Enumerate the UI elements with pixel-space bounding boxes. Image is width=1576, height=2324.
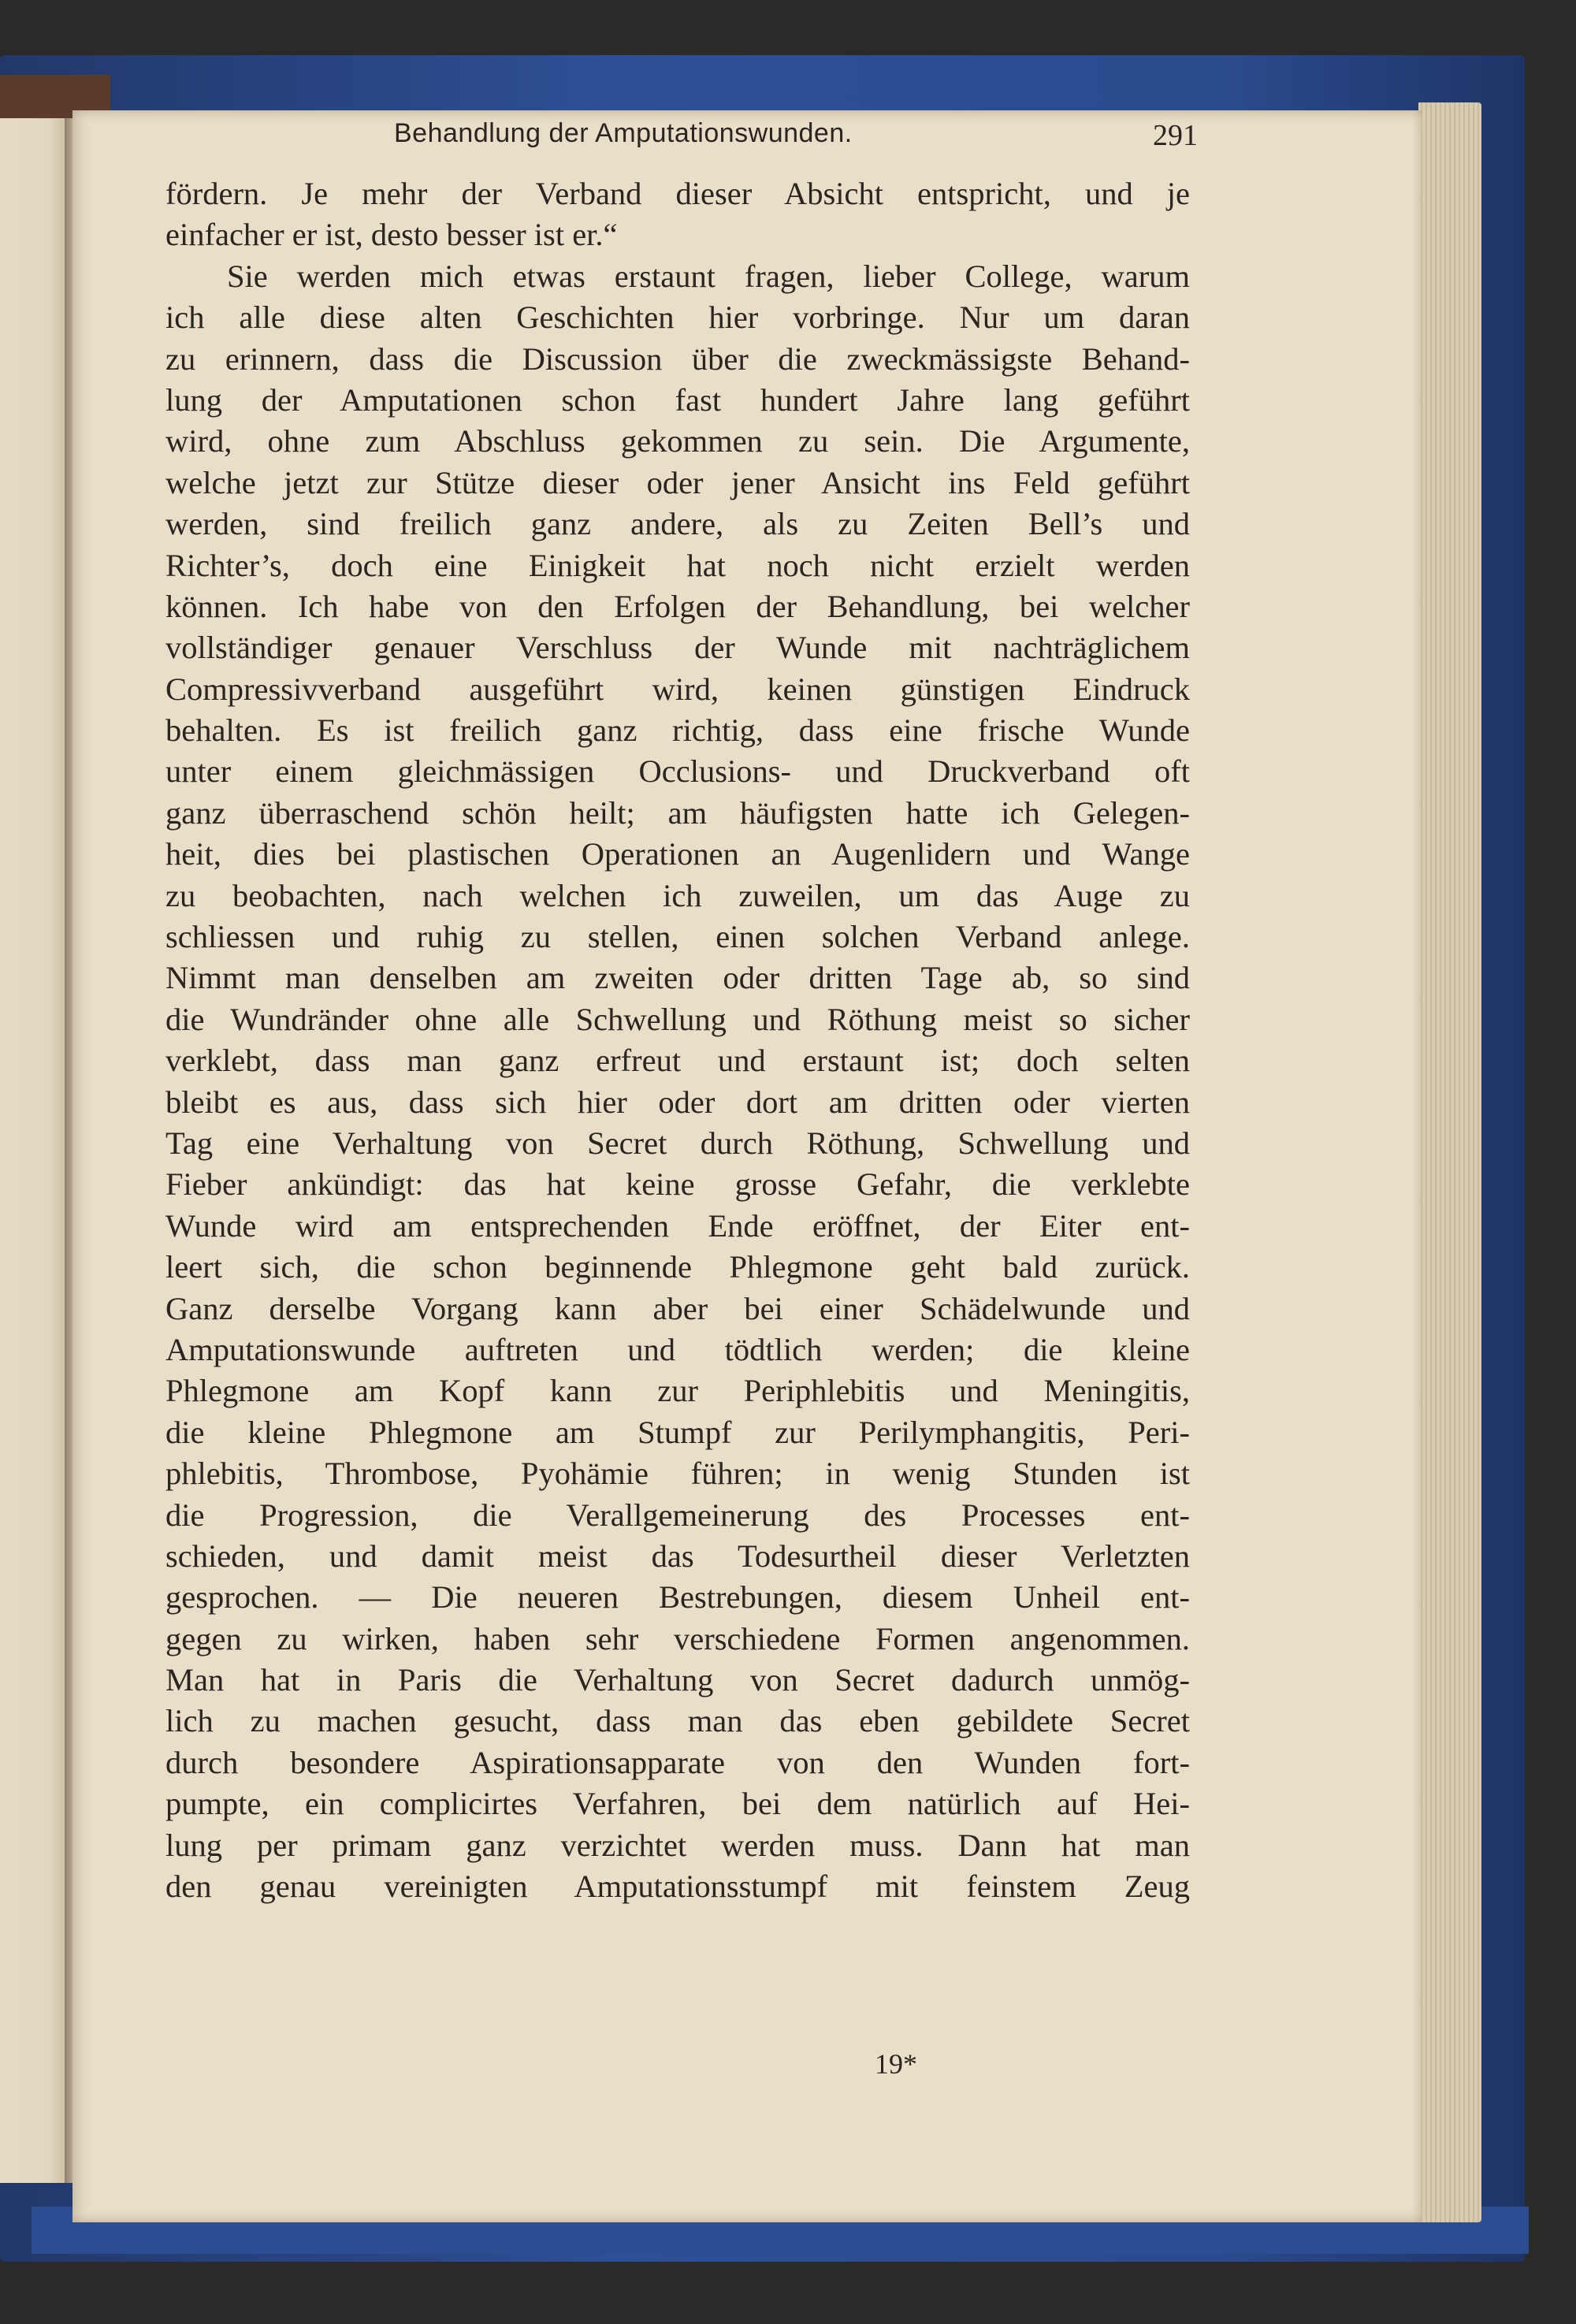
- text-line: zu erinnern, dass die Discussion über die zweckmässigste Behand-: [165, 340, 1190, 377]
- text-line: lung der Amputationen schon fast hundert Jahre lang geführt: [165, 381, 1190, 418]
- text-line: gegen zu wirken, haben sehr verschiedene Formen angenommen.: [165, 1620, 1190, 1657]
- text-line: Tag eine Verhaltung von Secret durch Röthung, Schwellung und: [165, 1125, 1190, 1161]
- text-line: ganz überraschend schön heilt; am häufigsten hatte ich Gelegen-: [165, 794, 1190, 831]
- text-line: einfacher er ist, desto besser ist er.“: [165, 217, 618, 253]
- text-line: die kleine Phlegmone am Stumpf zur Perilymphangitis, Peri-: [165, 1414, 1190, 1450]
- text-line: leert sich, die schon beginnende Phlegmone geht bald zurück.: [165, 1249, 1190, 1285]
- text-line: verklebt, dass man ganz erfreut und erstaunt ist; doch selten: [165, 1043, 1190, 1079]
- text-line: wird, ohne zum Abschluss gekommen zu sein. Die Argumente,: [165, 423, 1190, 459]
- text-line: Wunde wird am entsprechenden Ende eröffnet, der Eiter ent-: [165, 1207, 1190, 1244]
- page-edges: [1418, 102, 1481, 2222]
- running-title: Behandlung der Amputationswunden.: [394, 118, 853, 148]
- signature-mark: 19*: [875, 2048, 917, 2080]
- text-line: Ganz derselbe Vorgang kann aber bei einer Schädelwunde und: [165, 1290, 1190, 1326]
- text-line: Phlegmone am Kopf kann zur Periphlebitis und Meningitis,: [165, 1373, 1190, 1409]
- text-line: ich alle diese alten Geschichten hier vorbringe. Nur um daran: [165, 299, 1190, 336]
- text-line: werden, sind freilich ganz andere, als zu Zeiten Bell’s und: [165, 506, 1190, 542]
- text-line: zu beobachten, nach welchen ich zuweilen, um das Auge zu: [165, 877, 1190, 913]
- left-facing-page: [0, 118, 69, 2183]
- text-line: den genau vereinigten Amputationsstumpf mit feinstem Zeug: [165, 1868, 1190, 1905]
- text-line: bleibt es aus, dass sich hier oder dort am dritten oder vierten: [165, 1084, 1190, 1120]
- text-line: heit, dies bei plastischen Operationen an Augenlidern und Wange: [165, 836, 1190, 872]
- text-line: lich zu machen gesucht, dass man das eben gebildete Secret: [165, 1703, 1190, 1739]
- text-line: schliessen und ruhig zu stellen, einen solchen Verband anlege.: [165, 919, 1190, 955]
- text-line: Sie werden mich etwas erstaunt fragen, lieber College, warum: [227, 258, 1190, 294]
- text-line: schieden, und damit meist das Todesurtheil dieser Verletzten: [165, 1538, 1190, 1574]
- text-line: vollständiger genauer Verschluss der Wunde mit nachträglichem: [165, 630, 1190, 666]
- text-line: phlebitis, Thrombose, Pyohämie führen; in wenig Stunden ist: [165, 1456, 1190, 1492]
- page-number: 291: [1153, 119, 1198, 152]
- text-line: Nimmt man denselben am zweiten oder dritten Tage ab, so sind: [165, 960, 1190, 996]
- text-line: durch besondere Aspirationsapparate von den Wunden fort-: [165, 1744, 1190, 1780]
- text-line: die Wundränder ohne alle Schwellung und Röthung meist so sicher: [165, 1001, 1190, 1037]
- text-line: welche jetzt zur Stütze dieser oder jener Ansicht ins Feld geführt: [165, 464, 1190, 500]
- text-line: Man hat in Paris die Verhaltung von Secret dadurch unmög-: [165, 1662, 1190, 1698]
- page-header: [394, 118, 1198, 165]
- text-line: unter einem gleichmässigen Occlusions- und Druckverband oft: [165, 753, 1190, 790]
- text-line: pumpte, ein complicirtes Verfahren, bei dem natürlich auf Hei-: [165, 1786, 1190, 1822]
- text-line: gesprochen. — Die neueren Bestrebungen, diesem Unheil ent-: [165, 1579, 1190, 1616]
- text-line: behalten. Es ist freilich ganz richtig, dass eine frische Wunde: [165, 712, 1190, 749]
- text-line: die Progression, die Verallgemeinerung des Processes ent-: [165, 1497, 1190, 1533]
- text-line: können. Ich habe von den Erfolgen der Behandlung, bei welcher: [165, 588, 1190, 624]
- text-line: Compressivverband ausgeführt wird, keinen günstigen Eindruck: [165, 671, 1190, 707]
- text-line: Fieber ankündigt: das hat keine grosse Gefahr, die verklebte: [165, 1166, 1190, 1203]
- text-line: lung per primam ganz verzichtet werden muss. Dann hat man: [165, 1827, 1190, 1863]
- text-line: Amputationswunde auftreten und tödtlich werden; die kleine: [165, 1331, 1190, 1367]
- body-text: [165, 173, 1190, 1907]
- text-line: Richter’s, doch eine Einigkeit hat noch nicht erzielt werden: [165, 547, 1190, 583]
- text-line: fördern. Je mehr der Verband dieser Absicht entspricht, und je: [165, 176, 1190, 211]
